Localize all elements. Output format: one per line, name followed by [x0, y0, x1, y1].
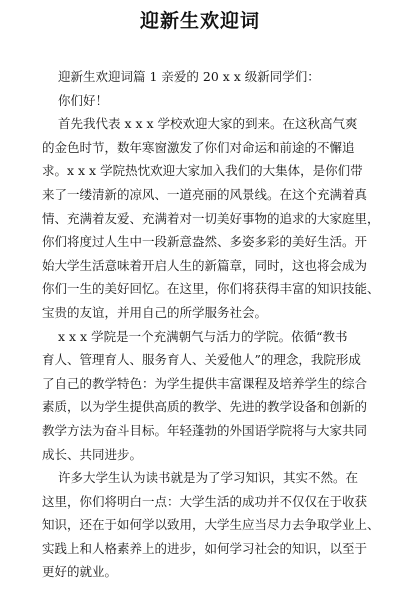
paragraph-line: 来了一缕清新的凉风、一道亮丽的风景线。在这个充满着真	[42, 186, 368, 202]
paragraph-line: 育人、管理育人、服务育人、关爱他人”的理念，我院形成	[42, 352, 361, 368]
paragraph-line: 成长、共同进步。	[42, 446, 143, 462]
paragraph-line: 素质，以为学生提供高质的教学、先进的教学设备和创新的	[42, 399, 368, 415]
paragraph-1	[42, 112, 380, 324]
paragraph-line: 求。x x x 学院热忱欢迎大家加入我们的大集体，是你们带	[42, 163, 363, 179]
greeting-line: 你们好！	[58, 92, 109, 108]
paragraph-line: 实践上和人格素养上的进步，如何学习社会的知识，以至于	[42, 540, 368, 556]
paragraph-line: 更好的就业。	[42, 564, 118, 580]
paragraph-line: 这里，你们将明白一点：大学生活的成功并不仅仅在于收获	[42, 493, 368, 509]
paragraph-line: 知识，还在于如何学以致用，大学生应当尽力去争取学业上、	[42, 517, 380, 533]
paragraph-line: 许多大学生认为读书就是为了学习知识，其实不然。在	[58, 470, 359, 486]
paragraph-line: 了自己的教学特色：为学生提供丰富课程及培养学生的综合	[42, 375, 368, 391]
paragraph-line: 首先我代表 x x x 学校欢迎大家的到来。在这秋高气爽	[58, 116, 358, 132]
paragraph-line: 教学方法为奋斗目标。年轻蓬勃的外国语学院将与大家共同	[42, 422, 368, 438]
paragraph-line: 的金色时节，数年寒窗激发了你们对命运和前途的不懈追	[42, 139, 355, 155]
paragraph-line: 始大学生活意味着开启人生的新篇章，同时，这也将会成为	[42, 257, 368, 273]
document-title: 迎新生欢迎词	[139, 10, 260, 32]
paragraph-2	[42, 325, 372, 467]
paragraph-line: 宝贵的友谊，并用自己的所学服务社会。	[42, 304, 268, 320]
intro-line: 迎新生欢迎词篇 1 亲爱的 20 x x 级新同学们：	[58, 69, 320, 84]
paragraph-3	[42, 466, 380, 584]
paragraph-line: 你们将度过人生中一段新意盎然、多姿多彩的美好生活。开	[42, 234, 368, 250]
document-body	[42, 65, 380, 584]
paragraph-line: 情、充满着友爱、充满着对一切美好事物的追求的大家庭里，	[42, 210, 380, 226]
paragraph-line: x x x 学院是一个充满朝气与活力的学院。依循“教书	[58, 328, 348, 344]
paragraph-line: 你们一生的美好回忆。在这里，你们将获得丰富的知识技能、	[42, 281, 380, 297]
